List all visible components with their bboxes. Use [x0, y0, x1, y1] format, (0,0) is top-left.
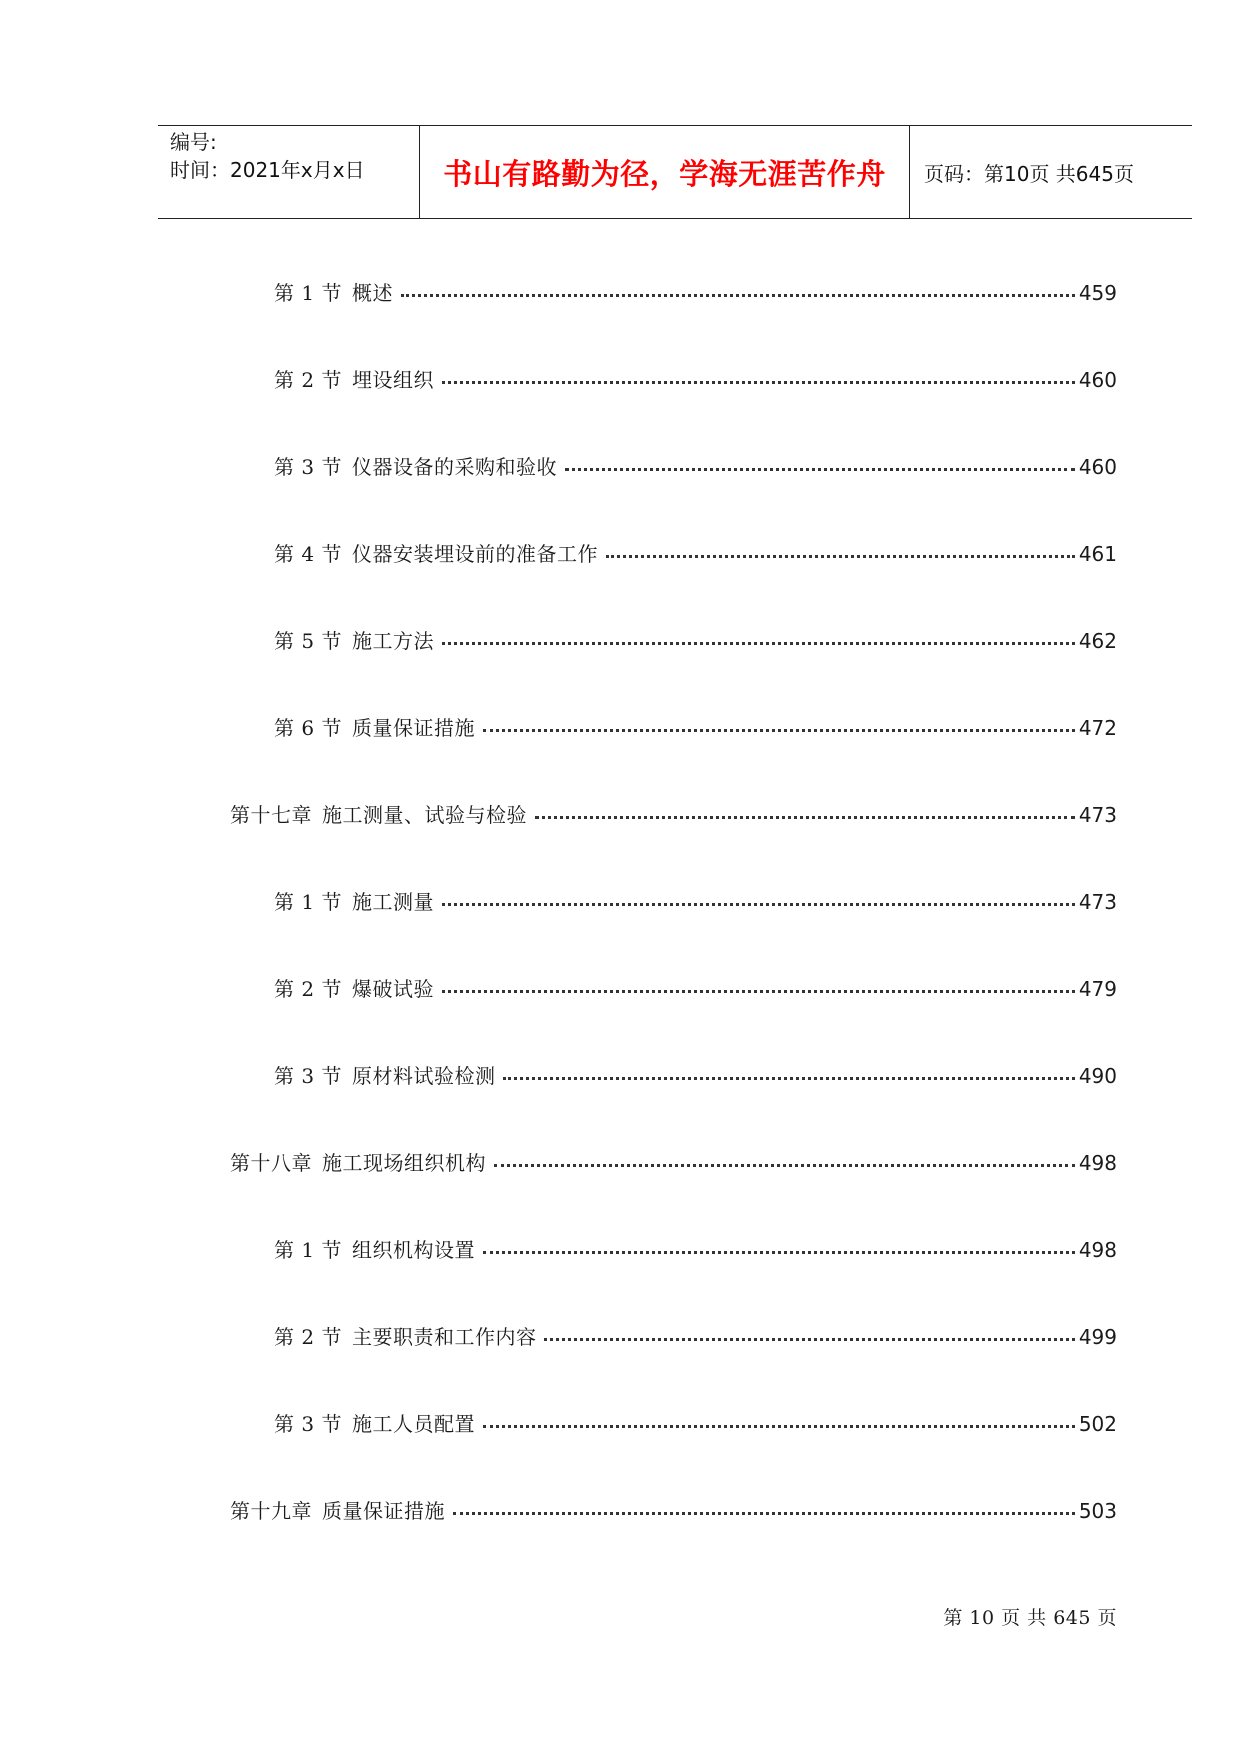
header-meta: [158, 126, 420, 218]
toc-entry-label: 第 4 节: [274, 542, 342, 566]
toc-entry-title: 概述: [351, 281, 393, 305]
toc-leader-dots: [483, 1425, 1075, 1428]
page-footer: [943, 1603, 1117, 1630]
toc-leader-dots: [483, 729, 1075, 732]
toc-entry[interactable]: [274, 277, 1117, 306]
toc-entry-title: 仪器安装埋设前的准备工作: [351, 542, 598, 566]
toc-leader-dots: [535, 816, 1075, 819]
toc-entry-title: 仪器设备的采购和验收: [351, 455, 557, 479]
toc-entry[interactable]: [274, 712, 1117, 741]
toc-entry-title: 埋设组织: [351, 368, 434, 392]
toc-chapter-entry[interactable]: [230, 799, 1117, 828]
toc-entry-label: 第 2 节: [274, 977, 342, 1001]
toc-entry-label: 第十九章: [230, 1499, 312, 1523]
time-label: 时间：2021年x月x日: [170, 158, 365, 182]
toc-leader-dots: [544, 1338, 1074, 1341]
toc-entry-page: 473: [1078, 890, 1117, 914]
toc-entry[interactable]: [274, 1234, 1117, 1263]
toc-entry-title: 施工人员配置: [351, 1412, 475, 1436]
toc-entry-label: 第十七章: [230, 803, 312, 827]
toc-entry-title: 原材料试验检测: [351, 1064, 496, 1088]
toc-leader-dots: [442, 381, 1075, 384]
toc-entry-title: 主要职责和工作内容: [351, 1325, 537, 1349]
toc-entry-title: 质量保证措施: [322, 1499, 445, 1523]
toc-entry-label: 第 2 节: [274, 1325, 342, 1349]
toc-entry[interactable]: [274, 364, 1117, 393]
toc-leader-dots: [606, 555, 1075, 558]
toc-leader-dots: [503, 1077, 1074, 1080]
toc-entry-title: 施工测量: [351, 890, 434, 914]
toc-entry-page: 473: [1078, 803, 1117, 827]
toc-entry-label: 第 1 节: [274, 890, 342, 914]
toc-leader-dots: [442, 903, 1075, 906]
toc-entry-page: 462: [1078, 629, 1117, 653]
toc-entry[interactable]: [274, 451, 1117, 480]
toc-entry-label: 第十八章: [230, 1151, 312, 1175]
toc-entry-title: 施工现场组织机构: [322, 1151, 486, 1175]
toc-entry-title: 爆破试验: [351, 977, 434, 1001]
toc-entry-page: 461: [1078, 542, 1117, 566]
toc-entry-title: 施工方法: [351, 629, 434, 653]
toc-entry-label: 第 3 节: [274, 455, 342, 479]
toc-entry-label: 第 6 节: [274, 716, 342, 740]
toc-entry-page: 502: [1078, 1412, 1117, 1436]
toc-chapter-entry[interactable]: [230, 1147, 1117, 1176]
page-header: [158, 125, 1192, 219]
toc-entry[interactable]: [274, 1321, 1117, 1350]
toc-entry-title: 施工测量、试验与检验: [322, 803, 527, 827]
toc-entry[interactable]: [274, 1408, 1117, 1437]
toc-entry[interactable]: [274, 1060, 1117, 1089]
toc-entry[interactable]: [274, 538, 1117, 567]
header-page-info: [910, 126, 1192, 218]
toc-entry-page: 499: [1078, 1325, 1117, 1349]
toc-chapter-entry[interactable]: [230, 1495, 1117, 1524]
header-motto-cell: [420, 126, 910, 218]
page-info-text: 页码：第10页 共645页: [924, 161, 1134, 186]
toc-entry-page: 498: [1078, 1151, 1117, 1175]
toc-leader-dots: [453, 1512, 1075, 1515]
number-label: 编号:: [170, 130, 217, 154]
toc-leader-dots: [483, 1251, 1075, 1254]
motto-text: 书山有路勤为径，学海无涯苦作舟: [443, 156, 886, 191]
toc-entry-label: 第 3 节: [274, 1412, 342, 1436]
toc-entry-label: 第 3 节: [274, 1064, 342, 1088]
toc-entry[interactable]: [274, 973, 1117, 1002]
toc-entry-label: 第 1 节: [274, 281, 342, 305]
footer-page-number: 第 10 页 共 645 页: [943, 1607, 1117, 1629]
toc-entry[interactable]: [274, 625, 1117, 654]
toc-entry-title: 组织机构设置: [351, 1238, 475, 1262]
toc-entry-label: 第 5 节: [274, 629, 342, 653]
toc-leader-dots: [442, 642, 1075, 645]
toc-entry-page: 460: [1078, 368, 1117, 392]
toc-entry-page: 459: [1078, 281, 1117, 305]
toc-entry-title: 质量保证措施: [351, 716, 475, 740]
toc-entry[interactable]: [274, 886, 1117, 915]
toc-entry-page: 472: [1078, 716, 1117, 740]
toc-entry-page: 498: [1078, 1238, 1117, 1262]
toc-entry-label: 第 1 节: [274, 1238, 342, 1262]
toc-entry-page: 490: [1078, 1064, 1117, 1088]
toc-leader-dots: [442, 990, 1075, 993]
toc-entry-page: 503: [1078, 1499, 1117, 1523]
toc-entry-page: 479: [1078, 977, 1117, 1001]
toc-leader-dots: [565, 468, 1075, 471]
toc-entry-page: 460: [1078, 455, 1117, 479]
toc-leader-dots: [494, 1164, 1075, 1167]
toc-leader-dots: [401, 294, 1075, 297]
toc-entry-label: 第 2 节: [274, 368, 342, 392]
